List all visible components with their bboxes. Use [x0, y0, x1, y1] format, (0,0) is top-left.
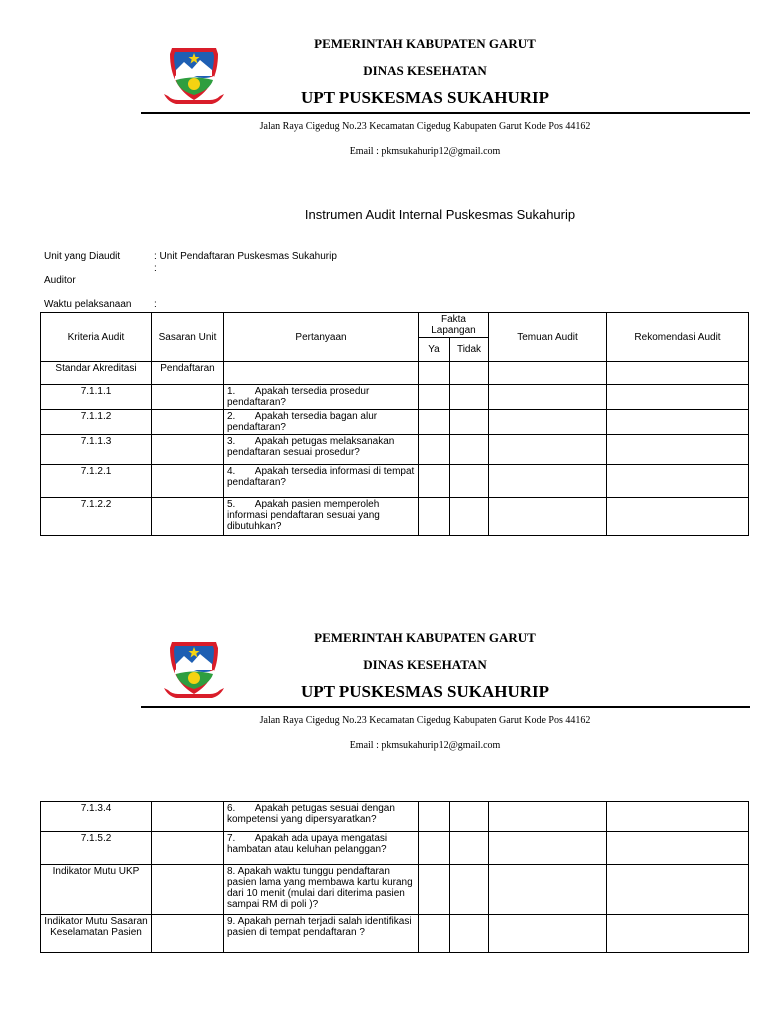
cell-rekomendasi[interactable] [607, 410, 749, 435]
cell-sasaran [152, 465, 224, 498]
auditor-value: : [154, 263, 157, 274]
cell-kriteria: 7.1.2.1 [41, 465, 152, 498]
cell-pertanyaan: 2. Apakah tersedia bagan alur pendaftaran? [224, 410, 419, 435]
cell-tidak[interactable] [450, 802, 489, 832]
header-kriteria: Kriteria Audit [41, 313, 152, 362]
cell-tidak[interactable] [450, 410, 489, 435]
cell-rekomendasi[interactable] [607, 802, 749, 832]
header-sasaran: Sasaran Unit [152, 313, 224, 362]
cell-temuan[interactable] [489, 465, 607, 498]
table-row [41, 385, 749, 410]
letterhead-divider [141, 112, 750, 114]
org-line-3: UPT PUSKESMAS SUKAHURIP [300, 682, 550, 701]
cell-temuan[interactable] [489, 410, 607, 435]
unit-value: : Unit Pendaftaran Puskesmas Sukahurip [154, 251, 337, 262]
cell-ya[interactable] [419, 802, 450, 832]
letterhead-page-1 [0, 36, 768, 166]
cell-kriteria: 7.1.2.2 [41, 498, 152, 536]
cell-temuan[interactable] [489, 865, 607, 915]
address: Jalan Raya Cigedug No.23 Kecamatan Cigedug Kabupaten Garut Kode Pos 44162 [259, 715, 591, 726]
cell-ya[interactable] [419, 465, 450, 498]
cell-kriteria: 7.1.1.2 [41, 410, 152, 435]
cell-tidak[interactable] [450, 498, 489, 536]
cell-temuan[interactable] [489, 802, 607, 832]
header-tidak: Tidak [450, 338, 489, 362]
cell-pertanyaan: 5. Apakah pasien memperoleh informasi pendaftaran sesuai yang dibutuhkan? [224, 498, 419, 536]
cell-temuan[interactable] [489, 362, 607, 385]
waktu-value: : [154, 299, 157, 310]
cell-kriteria: Indikator Mutu UKP [41, 865, 152, 915]
cell-kriteria: 7.1.5.2 [41, 832, 152, 865]
cell-ya[interactable] [419, 498, 450, 536]
table-row [41, 498, 749, 536]
cell-sasaran [152, 435, 224, 465]
header-fakta: Fakta Lapangan [419, 313, 489, 338]
cell-ya[interactable] [419, 385, 450, 410]
table-row [41, 802, 749, 832]
cell-ya[interactable] [419, 915, 450, 953]
cell-tidak[interactable] [450, 465, 489, 498]
cell-kriteria: 7.1.1.3 [41, 435, 152, 465]
cell-ya[interactable] [419, 410, 450, 435]
cell-tidak[interactable] [450, 362, 489, 385]
cell-ya[interactable] [419, 435, 450, 465]
cell-tidak[interactable] [450, 915, 489, 953]
cell-rekomendasi[interactable] [607, 362, 749, 385]
cell-sasaran [152, 865, 224, 915]
letterhead-divider [141, 706, 750, 708]
cell-rekomendasi[interactable] [607, 385, 749, 410]
table-row [41, 362, 749, 385]
audit-table-page-2 [40, 801, 749, 953]
cell-tidak[interactable] [450, 832, 489, 865]
email: Email : pkmsukahurip12@gmail.com [349, 740, 501, 751]
cell-ya[interactable] [419, 832, 450, 865]
cell-pertanyaan: 6. Apakah petugas sesuai dengan kompetensi yang dipersyaratkan? [224, 802, 419, 832]
header-ya: Ya [419, 338, 450, 362]
table-row [41, 915, 749, 953]
cell-ya[interactable] [419, 362, 450, 385]
email: Email : pkmsukahurip12@gmail.com [349, 146, 501, 157]
cell-pertanyaan: 9. Apakah pernah terjadi salah identifikasi pasien di tempat pendaftaran ? [224, 915, 419, 953]
cell-pertanyaan [224, 362, 419, 385]
cell-kriteria: 7.1.1.1 [41, 385, 152, 410]
cell-sasaran [152, 410, 224, 435]
cell-rekomendasi[interactable] [607, 465, 749, 498]
cell-temuan[interactable] [489, 915, 607, 953]
cell-pertanyaan: 4. Apakah tersedia informasi di tempat pendaftaran? [224, 465, 419, 498]
cell-rekomendasi[interactable] [607, 832, 749, 865]
audit-table-page-1 [40, 312, 749, 536]
header-pertanyaan: Pertanyaan [224, 313, 419, 362]
cell-ya[interactable] [419, 865, 450, 915]
cell-pertanyaan: 8. Apakah waktu tunggu pendaftaran pasien lama yang membawa kartu kurang dari 10 menit (mulai dari diterima pasien sampai RM di poli )? [224, 865, 419, 915]
cell-kriteria: 7.1.3.4 [41, 802, 152, 832]
cell-sasaran: Pendaftaran [152, 362, 224, 385]
document-title: Instrumen Audit Internal Puskesmas Sukahurip [304, 207, 576, 222]
cell-kriteria: Indikator Mutu Sasaran Keselamatan Pasien [41, 915, 152, 953]
cell-pertanyaan: 1. Apakah tersedia prosedur pendaftaran? [224, 385, 419, 410]
unit-label: Unit yang Diaudit [44, 251, 121, 262]
header-temuan: Temuan Audit [489, 313, 607, 362]
table-row [41, 410, 749, 435]
cell-tidak[interactable] [450, 435, 489, 465]
cell-rekomendasi[interactable] [607, 498, 749, 536]
cell-tidak[interactable] [450, 865, 489, 915]
cell-sasaran [152, 385, 224, 410]
letterhead-page-2 [0, 630, 768, 760]
cell-rekomendasi[interactable] [607, 435, 749, 465]
cell-temuan[interactable] [489, 498, 607, 536]
cell-kriteria: Standar Akreditasi [41, 362, 152, 385]
cell-temuan[interactable] [489, 435, 607, 465]
cell-sasaran [152, 802, 224, 832]
org-line-2: DINAS KESEHATAN [363, 63, 487, 78]
cell-temuan[interactable] [489, 832, 607, 865]
table-row [41, 865, 749, 915]
org-line-1: PEMERINTAH KABUPATEN GARUT [314, 36, 536, 51]
cell-sasaran [152, 832, 224, 865]
org-line-3: UPT PUSKESMAS SUKAHURIP [300, 88, 550, 107]
cell-temuan[interactable] [489, 385, 607, 410]
waktu-label: Waktu pelaksanaan [44, 299, 132, 310]
auditor-label: Auditor [44, 275, 76, 286]
header-rekomendasi: Rekomendasi Audit [607, 313, 749, 362]
address: Jalan Raya Cigedug No.23 Kecamatan Cigedug Kabupaten Garut Kode Pos 44162 [259, 121, 591, 132]
table-row [41, 832, 749, 865]
cell-rekomendasi[interactable] [607, 915, 749, 953]
cell-pertanyaan: 3. Apakah petugas melaksanakan pendaftaran sesuai prosedur? [224, 435, 419, 465]
table-row [41, 465, 749, 498]
org-line-1: PEMERINTAH KABUPATEN GARUT [314, 630, 536, 645]
org-line-2: DINAS KESEHATAN [363, 657, 487, 672]
cell-pertanyaan: 7. Apakah ada upaya mengatasi hambatan atau keluhan pelanggan? [224, 832, 419, 865]
table-row [41, 435, 749, 465]
cell-sasaran [152, 915, 224, 953]
cell-tidak[interactable] [450, 385, 489, 410]
cell-sasaran [152, 498, 224, 536]
cell-rekomendasi[interactable] [607, 865, 749, 915]
